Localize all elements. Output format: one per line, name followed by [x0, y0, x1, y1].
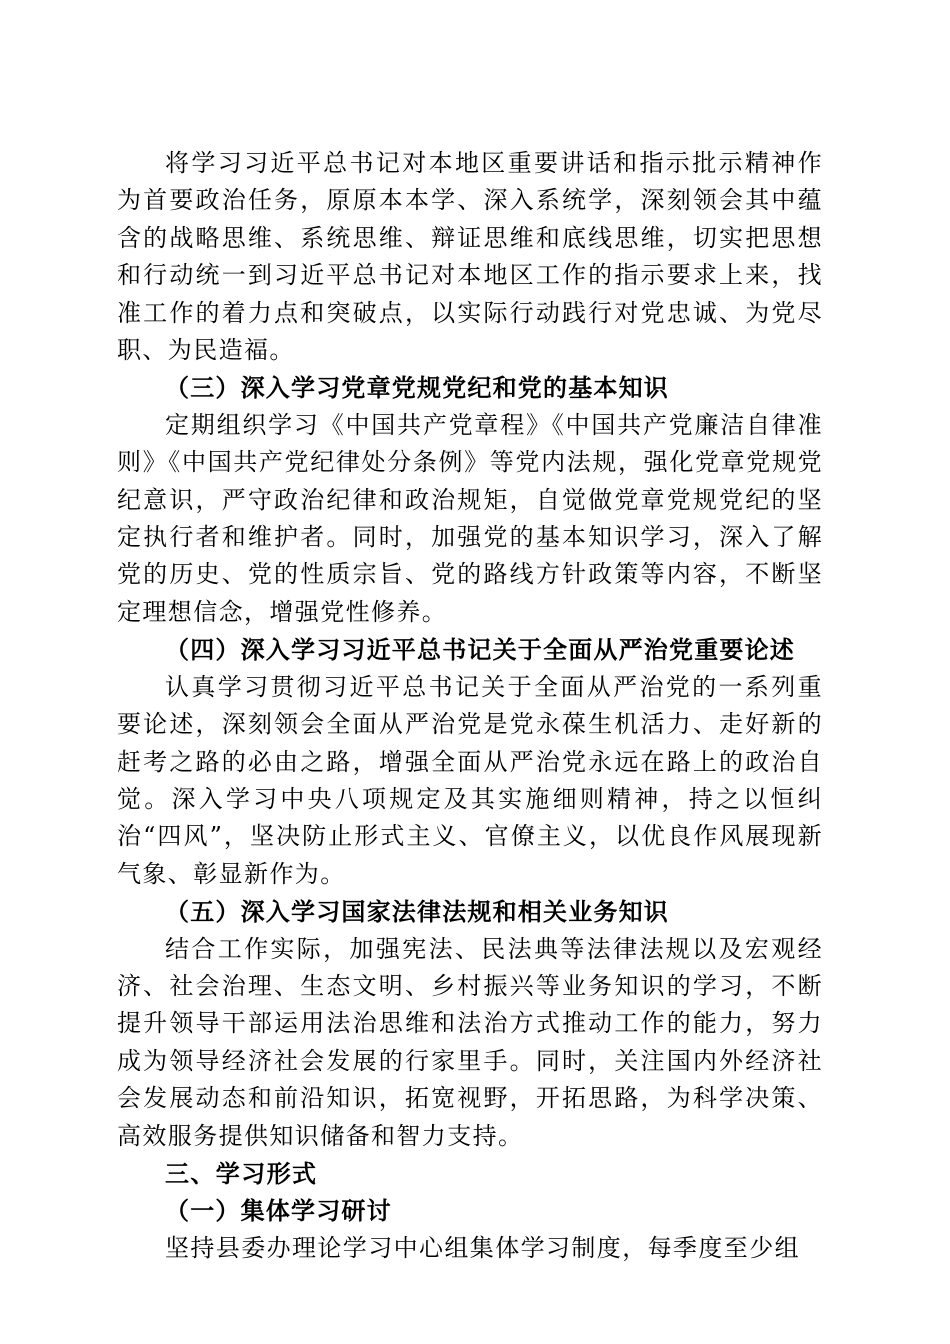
paragraph-laws-regulations: 结合工作实际，加强宪法、民法典等法律法规以及宏观经济、社会治理、生态文明、乡村振兴等业务知识的学习，不断提升领导干部运用法治思维和法治方式推动工作的能力，努力成为领导经济社会发展的行家里手。同时，关注国内外经济社会发展动态和前沿知识，拓宽视野，开拓思路，为科学决策、高效服务提供知识储备和智力支持。: [117, 934, 823, 1150]
heading-laws-regulations: （五）深入学习国家法律法规和相关业务知识: [165, 897, 669, 927]
document-page: [117, 145, 823, 1267]
paragraph-study-speeches: 将学习习近平总书记对本地区重要讲话和指示批示精神作为首要政治任务，原原本本学、深入系统学，深刻领会其中蕴含的战略思维、系统思维、辩证思维和底线思维，切实把思想和行动统一到习近平总书记对本地区工作的指示要求上来，找准工作的着力点和突破点，以实际行动践行对党忠诚、为党尽职、为民造福。: [117, 149, 823, 365]
paragraph-party-constitution: 定期组织学习《中国共产党章程》《中国共产党廉洁自律准则》《中国共产党纪律处分条例》等党内法规，强化党章党规党纪意识，严守政治纪律和政治规矩，自觉做党章党规党纪的坚定执行者和维护者。同时，加强党的基本知识学习，深入了解党的历史、党的性质宗旨、党的路线方针政策等内容，不断坚定理想信念，增强党性修养。: [117, 410, 823, 626]
paragraph-strict-governance: 认真学习贯彻习近平总书记关于全面从严治党的一系列重要论述，深刻领会全面从严治党是党永葆生机活力、走好新的赶考之路的必由之路，增强全面从严治党永远在路上的政治自觉。深入学习中央八项规定及其实施细则精神，持之以恒纠治“四风”，坚决防止形式主义、官僚主义，以优良作风展现新气象、彰显新作为。: [117, 672, 823, 888]
heading-strict-governance: （四）深入学习习近平总书记关于全面从严治党重要论述: [165, 635, 795, 665]
paragraph-collective-study: 坚持县委办理论学习中心组集体学习制度，每季度至少组: [165, 1233, 800, 1262]
heading-collective-study: （一）集体学习研讨: [165, 1196, 392, 1226]
section-heading-study-forms: 三、学习形式: [165, 1158, 318, 1188]
heading-party-constitution: （三）深入学习党章党规党纪和党的基本知识: [165, 373, 669, 403]
